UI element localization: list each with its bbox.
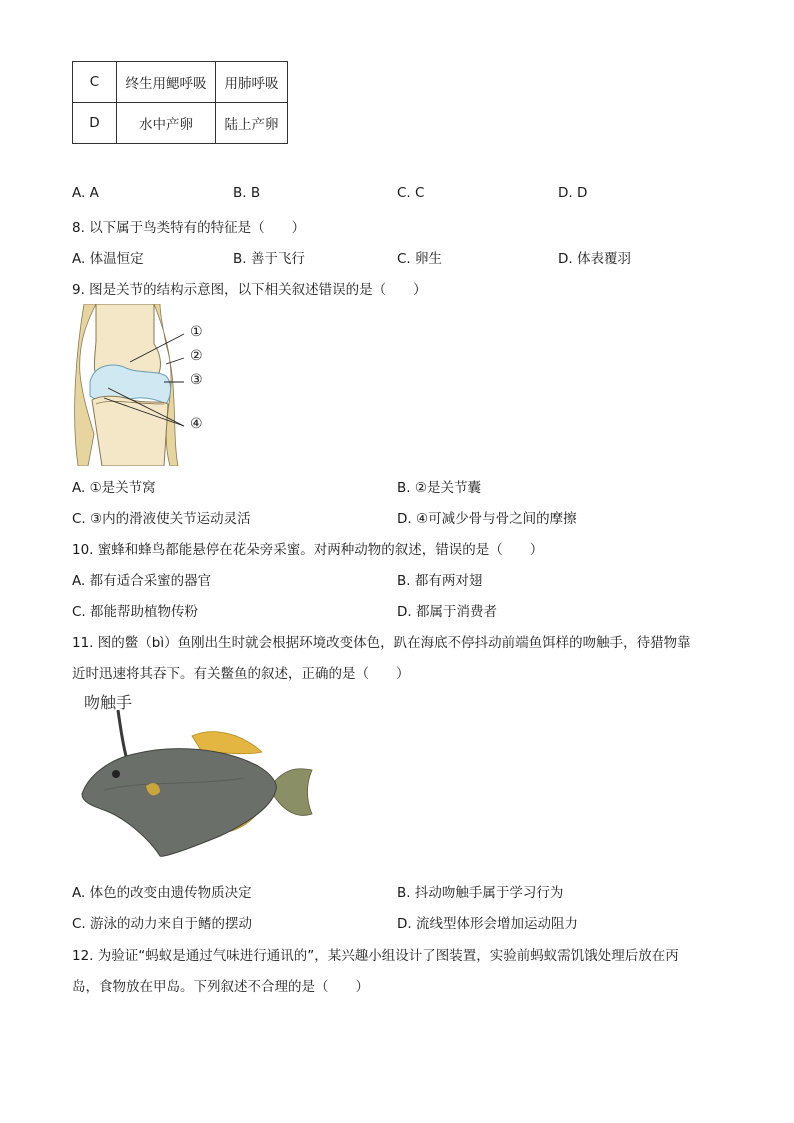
table-cell: 终生用鳃呼吸: [117, 62, 216, 103]
table-cell: 用肺呼吸: [216, 62, 288, 103]
q8-option-d: D. 体表覆羽: [558, 251, 631, 267]
q9-stem: 9. 图是关节的结构示意图，以下相关叙述错误的是（ ）: [72, 282, 427, 298]
table-cell: C: [73, 62, 117, 103]
table-cell: 陆上产卵: [216, 103, 288, 144]
q9-option-b: B. ②是关节囊: [397, 480, 481, 496]
q9-option-d: D. ④可减少骨与骨之间的摩擦: [397, 511, 577, 527]
q7-option-a: A. A: [72, 185, 99, 201]
fish-label: 吻触手: [84, 693, 133, 712]
q8-option-a: A. 体温恒定: [72, 251, 144, 267]
q12-stem-line2: 岛，食物放在甲岛。下列叙述不合理的是（ ）: [72, 979, 369, 995]
q7-option-b: B. B: [233, 185, 261, 201]
joint-label-1: ①: [190, 324, 203, 340]
joint-diagram: [74, 304, 214, 466]
q8-stem: 8. 以下属于鸟类特有的特征是（ ）: [72, 220, 306, 236]
joint-label-2: ②: [190, 348, 203, 364]
table-row: [73, 62, 288, 103]
q9-option-c: C. ③内的滑液使关节运动灵活: [72, 511, 251, 527]
table-row: [73, 103, 288, 144]
comparison-table: [72, 61, 288, 144]
q10-option-d: D. 都属于消费者: [397, 604, 497, 620]
q11-stem-line2: 近时迅速将其吞下。有关鳖鱼的叙述，正确的是（ ）: [72, 666, 410, 682]
q10-stem: 10. 蜜蜂和蜂鸟都能悬停在花朵旁采蜜。对两种动物的叙述，错误的是（ ）: [72, 542, 544, 558]
q9-option-a: A. ①是关节窝: [72, 480, 156, 496]
q10-option-b: B. 都有两对翅: [397, 573, 483, 589]
table-cell: D: [73, 103, 117, 144]
fish-illustration: [74, 690, 324, 865]
q10-option-c: C. 都能帮助植物传粉: [72, 604, 199, 620]
joint-label-3: ③: [190, 372, 203, 388]
q8-option-b: B. 善于飞行: [233, 251, 305, 267]
fish-figure: [74, 690, 324, 865]
q11-stem-line1: 11. 图的鳖（bì）鱼刚出生时就会根据环境改变体色，趴在海底不停抖动前端鱼饵样的吻触手，待猎物靠: [72, 635, 691, 651]
q8-option-c: C. 卵生: [397, 251, 443, 267]
q11-option-d: D. 流线型体形会增加运动阻力: [397, 916, 578, 932]
q11-option-b: B. 抖动吻触手属于学习行为: [397, 885, 564, 901]
q12-stem-line1: 12. 为验证“蚂蚁是通过气味进行通讯的”，某兴趣小组设计了图装置，实验前蚂蚁需饥饿处理后放在丙: [72, 948, 679, 964]
table-cell: 水中产卵: [117, 103, 216, 144]
q11-option-c: C. 游泳的动力来自于鳍的摆动: [72, 916, 253, 932]
q7-option-d: D. D: [558, 185, 588, 201]
joint-label-4: ④: [190, 416, 203, 432]
q11-option-a: A. 体色的改变由遗传物质决定: [72, 885, 252, 901]
q10-option-a: A. 都有适合采蜜的器官: [72, 573, 212, 589]
q7-option-c: C. C: [397, 185, 425, 201]
